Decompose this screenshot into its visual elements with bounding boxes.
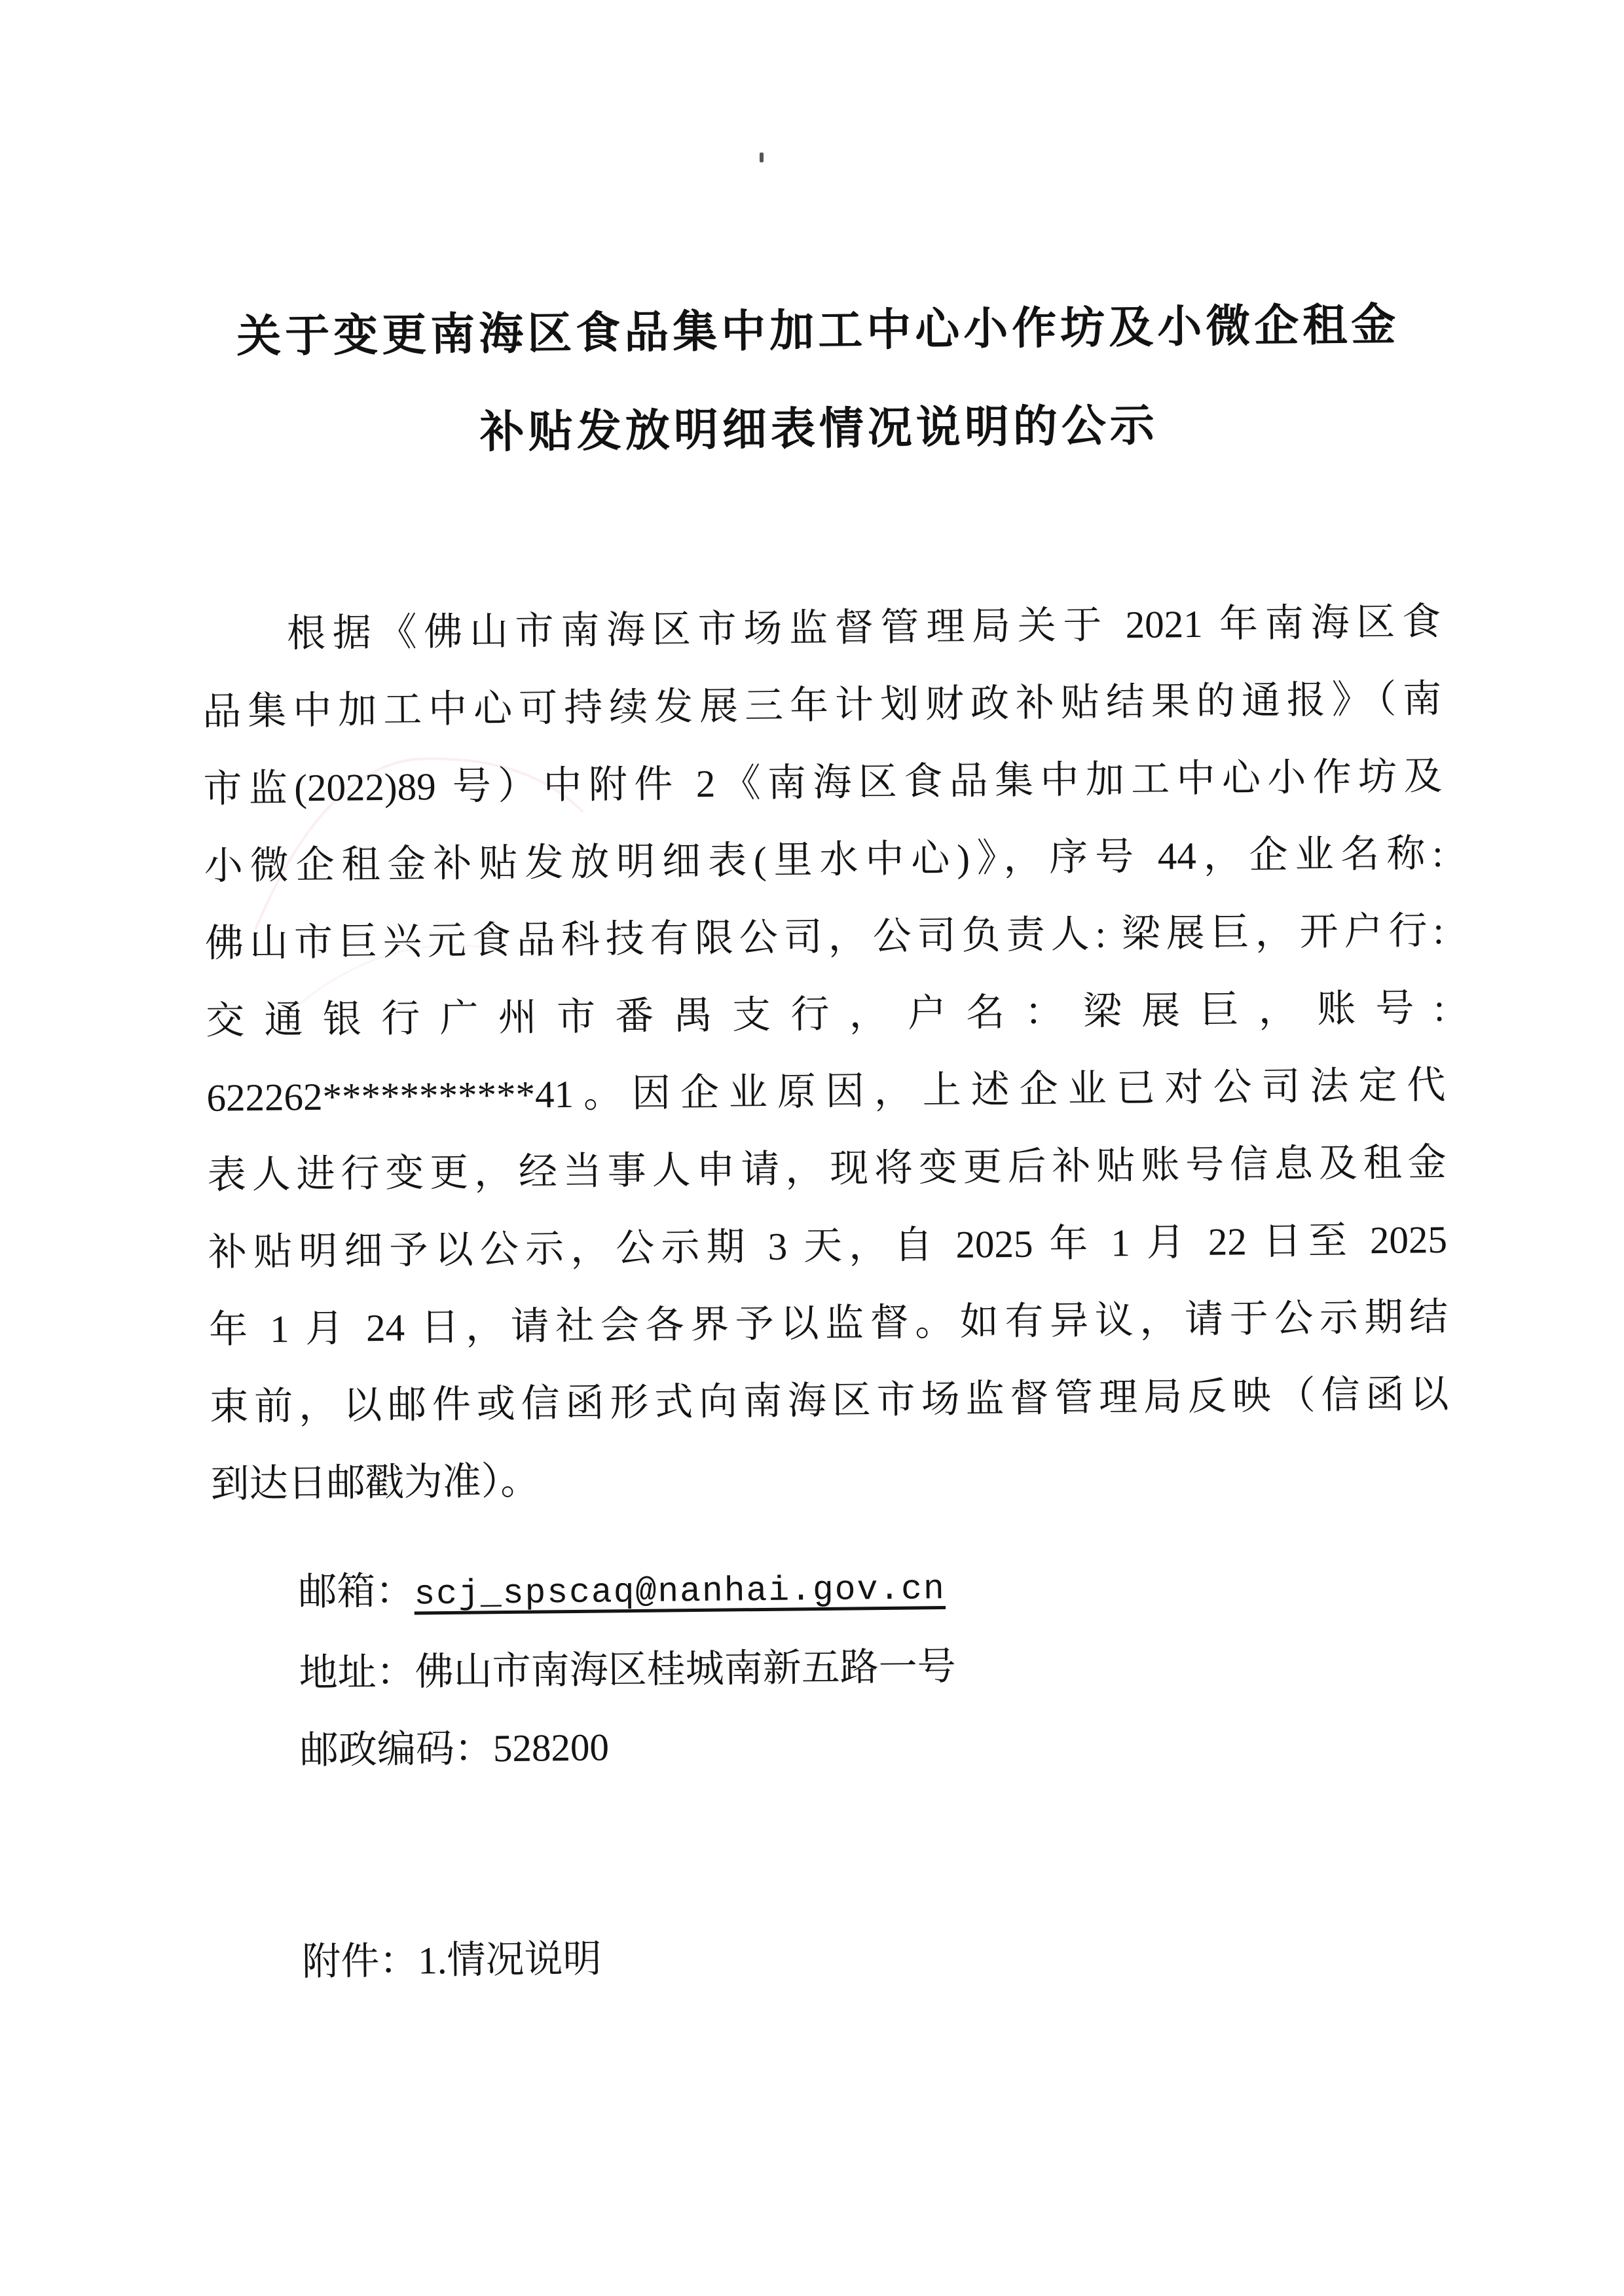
address-line: 地址：佛山市南海区桂城南新五路一号 xyxy=(299,1644,957,1695)
title-line-1: 关于变更南海区食品集中加工中心小作坊及小微企租金 xyxy=(236,299,1400,362)
body-line: 年 1 月 24 日，请社会各界予以监督。如有异议，请于公示期结 xyxy=(208,1294,1449,1351)
body-line: 品集中加工中心可持续发展三年计划财政补贴结果的通报》（南 xyxy=(202,677,1442,733)
body-line: 交通银行广州市番禺支行，户名：梁展巨，账号: xyxy=(205,986,1445,1042)
body-line: 表人进行变更，经当事人申请，现将变更后补贴账号信息及租金 xyxy=(207,1140,1447,1197)
title-line-2: 补贴发放明细表情况说明的公示 xyxy=(479,400,1159,458)
email-text: scj_spscaq@nanhai.gov.cn xyxy=(414,1569,946,1614)
postal-code-line: 邮政编码：528200 xyxy=(299,1725,610,1772)
body-line: 622262***********41。因企业原因，上述企业已对公司法定代 xyxy=(206,1063,1446,1120)
body-line: 佛山市巨兴元食品科技有限公司，公司负责人: 梁展巨，开户行: xyxy=(204,909,1445,965)
document-content xyxy=(195,0,1455,2001)
body-line: 到达日邮戳为准）。 xyxy=(210,1459,540,1506)
attachment-line: 附件：1.情况说明 xyxy=(301,1937,602,1984)
body-line: 小微企租金补贴发放明细表(里水中心)》，序号 44，企业名称: xyxy=(204,831,1444,888)
contact-block xyxy=(212,1541,1453,1790)
body-line: 市监(2022)89 号）中附件 2《南海区食品集中加工中心小作坊及 xyxy=(203,754,1443,811)
email-line xyxy=(212,1541,1451,1635)
body-line: 束前，以邮件或信函形式向南海区市场监督管理局反映（信函以 xyxy=(210,1372,1449,1429)
document-body xyxy=(201,583,1450,1523)
document-title xyxy=(198,275,1439,484)
email-label: 邮箱： xyxy=(298,1569,415,1614)
body-line: 补贴明细予以公示，公示期 3 天，自 2025 年 1 月 22 日至 2025 xyxy=(208,1217,1448,1274)
body-line: 根据《佛山市南海区市场监督管理局关于 2021 年南海区食 xyxy=(286,600,1441,655)
